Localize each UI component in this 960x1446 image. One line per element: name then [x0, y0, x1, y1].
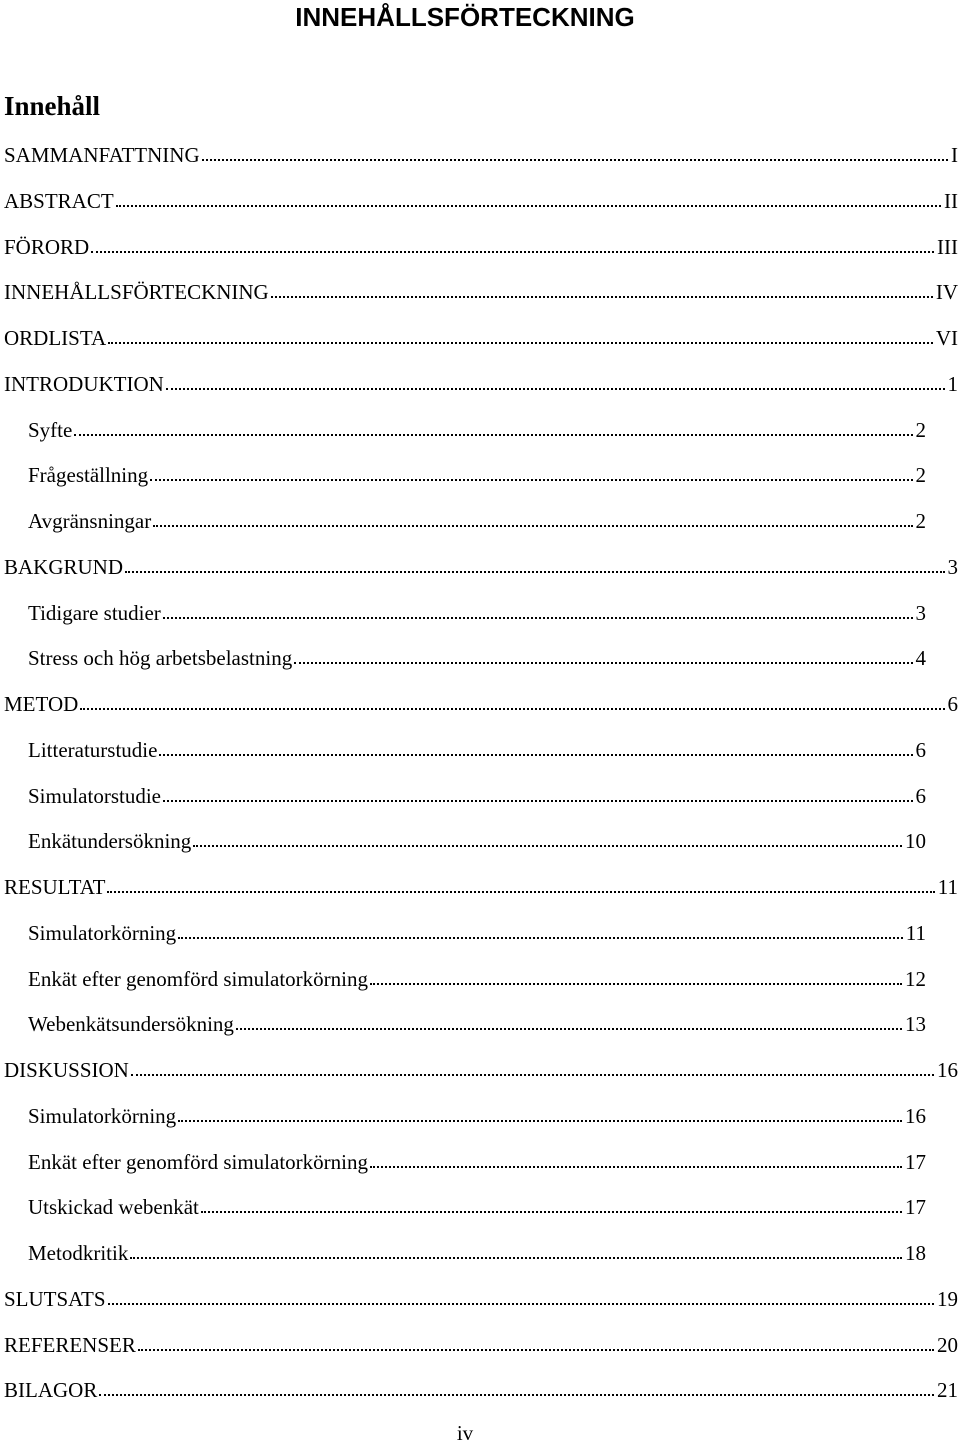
toc-subentry[interactable] [28, 1189, 926, 1221]
toc-dot-leader [159, 754, 912, 756]
toc-entry-label: ORDLISTA [4, 326, 107, 350]
page-number: iv [456, 1421, 474, 1445]
toc-dot-leader [294, 662, 912, 664]
toc-entry-label: Tidigare studier [28, 601, 161, 625]
toc-entry-label: Simulatorkörning [28, 921, 177, 945]
toc-entry[interactable] [4, 1372, 958, 1404]
toc-entry-page: 6 [947, 692, 958, 716]
toc-entry-page: 21 [937, 1378, 958, 1402]
toc-entry-label: Webenkätsundersökning [28, 1012, 234, 1036]
toc-entry-page: 17 [905, 1195, 926, 1219]
toc-subentry[interactable] [28, 1144, 926, 1176]
toc-dot-leader [108, 342, 933, 344]
toc-entry-page: 3 [947, 555, 958, 579]
toc-entry-page: 16 [937, 1058, 958, 1082]
toc-entry-label: Stress och hög arbetsbelastning [28, 646, 293, 670]
toc-entry[interactable] [4, 686, 958, 718]
toc-subentry[interactable] [28, 457, 926, 489]
toc-subentry[interactable] [28, 595, 926, 627]
toc-dot-leader [80, 708, 944, 710]
toc-entry-page: 19 [937, 1287, 958, 1311]
toc-entry[interactable] [4, 1281, 958, 1313]
toc-entry-label: Avgränsningar [28, 509, 152, 533]
toc-entry[interactable] [4, 320, 958, 352]
toc-entry-page: 4 [915, 646, 926, 670]
toc-entry-label: FÖRORD [4, 235, 90, 259]
toc-dot-leader [163, 800, 913, 802]
toc-entry-page: 18 [905, 1241, 926, 1265]
toc-entry-page: 11 [937, 875, 958, 899]
toc-entry-page: 6 [915, 784, 926, 808]
toc-entry-label: BAKGRUND [4, 555, 124, 579]
toc-dot-leader [131, 1074, 934, 1076]
toc-dot-leader [138, 1349, 934, 1351]
toc-dot-leader [163, 617, 913, 619]
toc-subentry[interactable] [28, 961, 926, 993]
toc-entry[interactable] [4, 137, 958, 169]
toc-entry-page: 1 [947, 372, 958, 396]
toc-entry-page: 6 [915, 738, 926, 762]
toc-entry-page: IV [935, 280, 958, 304]
toc-subentry[interactable] [28, 823, 926, 855]
toc-subentry[interactable] [28, 503, 926, 535]
toc-entry-label: DISKUSSION [4, 1058, 129, 1082]
toc-dot-leader [202, 159, 948, 161]
toc-entry-page: 3 [915, 601, 926, 625]
toc-dot-leader [107, 891, 934, 893]
toc-entry-label: Simulatorkörning [28, 1104, 177, 1128]
toc-entry-label: INNEHÅLLSFÖRTECKNING [4, 280, 269, 304]
toc-entry-label: RESULTAT [4, 875, 106, 899]
toc-dot-leader [271, 296, 933, 298]
toc-entry-page: 16 [905, 1104, 926, 1128]
toc-entry-page: VI [935, 326, 958, 350]
toc-entry[interactable] [4, 229, 958, 261]
toc-dot-leader [99, 1394, 934, 1396]
toc-entry[interactable] [4, 183, 958, 215]
toc-entry-label: Utskickad webenkät [28, 1195, 199, 1219]
toc-subentry[interactable] [28, 1098, 926, 1130]
toc-entry-page: 2 [915, 418, 926, 442]
toc-entry-page: 11 [905, 921, 926, 945]
toc-entry-label: SAMMANFATTNING [4, 143, 200, 167]
toc-dot-leader [130, 1257, 902, 1259]
toc-entry-label: Simulatorstudie [28, 784, 161, 808]
toc-entry[interactable] [4, 1052, 958, 1084]
toc-dot-leader [236, 1028, 902, 1030]
toc-entry-page: 2 [915, 463, 926, 487]
toc-entry-label: METOD [4, 692, 79, 716]
toc-entry-page: 2 [915, 509, 926, 533]
toc-dot-leader [153, 525, 912, 527]
toc-entry-label: INTRODUKTION [4, 372, 164, 396]
toc-entry-label: ABSTRACT [4, 189, 114, 213]
toc-subentry[interactable] [28, 778, 926, 810]
toc-entry-label: REFERENSER [4, 1333, 136, 1357]
toc-entry-page: III [937, 235, 958, 259]
toc-entry-label: Enkät efter genomförd simulatorkörning [28, 1150, 368, 1174]
toc-entry-page: II [944, 189, 958, 213]
toc-entry[interactable] [4, 366, 958, 398]
toc-entry-label: Enkät efter genomförd simulatorkörning [28, 967, 368, 991]
toc-dot-leader [193, 845, 902, 847]
toc-entry-label: BILAGOR [4, 1378, 98, 1402]
toc-entry-label: Metodkritik [28, 1241, 129, 1265]
toc-entry-page: I [951, 143, 958, 167]
toc-dot-leader [125, 571, 944, 573]
toc-subentry[interactable] [28, 1006, 926, 1038]
toc-entry[interactable] [4, 869, 958, 901]
toc-entry-label: SLUTSATS [4, 1287, 106, 1311]
toc-entry[interactable] [4, 274, 958, 306]
toc-dot-leader [150, 479, 912, 481]
toc-subentry[interactable] [28, 732, 926, 764]
toc-dot-leader [201, 1211, 902, 1213]
toc-entry-page: 20 [937, 1333, 958, 1357]
toc-entry-page: 17 [905, 1150, 926, 1174]
toc-entry-label: Syfte [28, 418, 73, 442]
toc-entry-page: 13 [905, 1012, 926, 1036]
toc-entry[interactable] [4, 1327, 958, 1359]
toc-dot-leader [178, 937, 903, 939]
toc-entry-page: 10 [905, 829, 926, 853]
toc-entry-page: 12 [905, 967, 926, 991]
toc-subentry[interactable] [28, 1235, 926, 1267]
toc-subentry[interactable] [28, 412, 926, 444]
toc-dot-leader [116, 205, 941, 207]
toc-dot-leader [370, 983, 902, 985]
toc-entry-label: Frågeställning [28, 463, 149, 487]
toc-dot-leader [178, 1120, 902, 1122]
toc-dot-leader [108, 1303, 934, 1305]
page-heading: INNEHÅLLSFÖRTECKNING [295, 2, 635, 32]
toc-entry[interactable] [4, 549, 958, 581]
toc-subentry[interactable] [28, 915, 926, 947]
toc-dot-leader [166, 388, 945, 390]
toc-dot-leader [91, 251, 934, 253]
toc-entry-label: Litteraturstudie [28, 738, 158, 762]
toc-dot-leader [370, 1166, 902, 1168]
toc-subentry[interactable] [28, 640, 926, 672]
toc-dot-leader [74, 434, 912, 436]
toc-title: Innehåll [4, 91, 101, 121]
toc-entry-label: Enkätundersökning [28, 829, 192, 853]
